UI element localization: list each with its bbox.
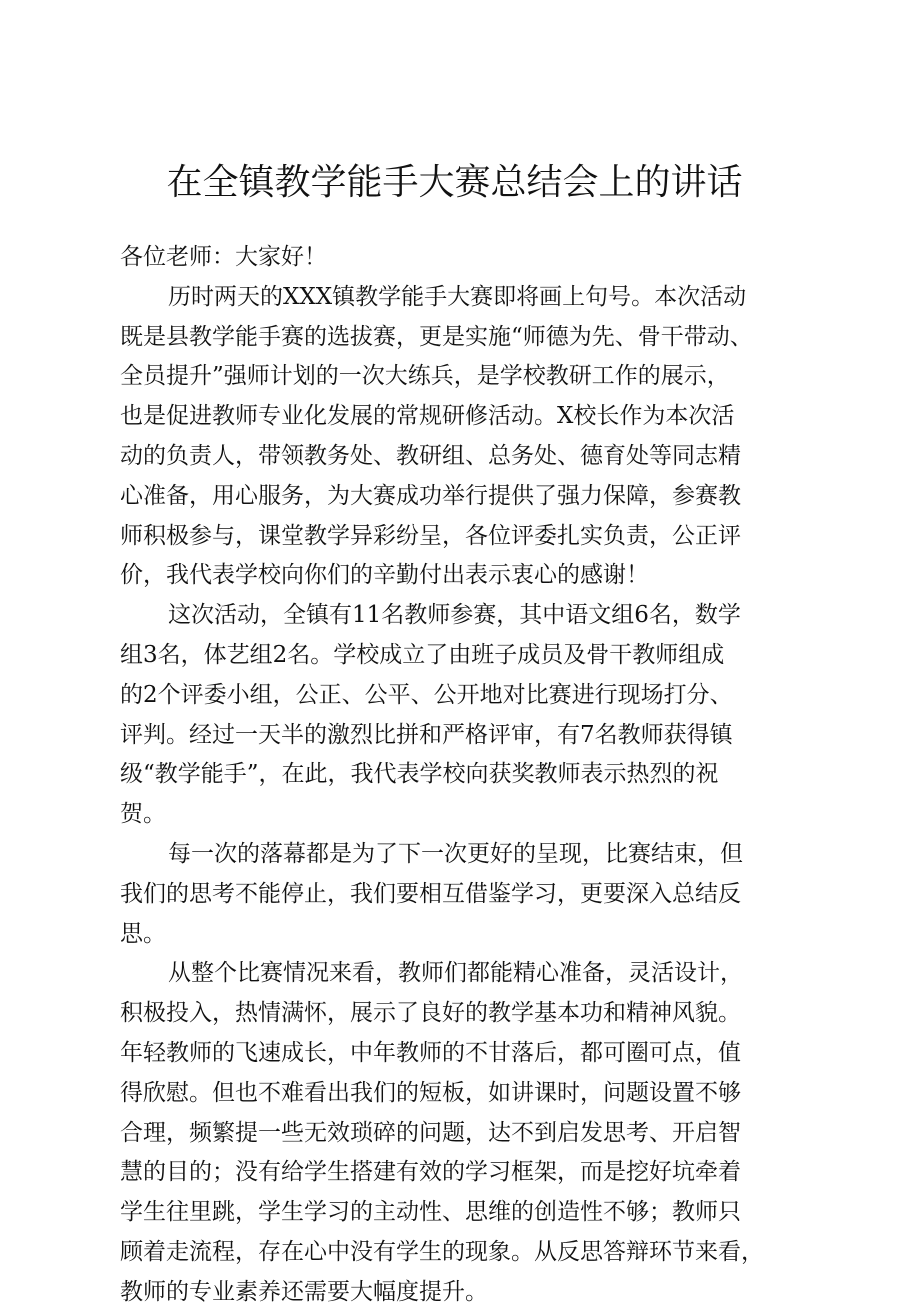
paragraph-line: 级“教学能手”，在此，我代表学校向获奖教师表示热烈的祝 bbox=[120, 761, 719, 788]
paragraph-line: 评判。经过一天半的激烈比拼和严格评审，有7名教师获得镇 bbox=[120, 721, 733, 748]
paragraph-line: 价，我代表学校向你们的辛勤付出表示衷心的感谢！ bbox=[120, 562, 649, 589]
paragraph-line: 动的负责人，带领教务处、教研组、总务处、德育处等同志精 bbox=[120, 442, 741, 469]
paragraph-line: 也是促进教师专业化发展的常规研修活动。X校长作为本次活 bbox=[120, 403, 735, 430]
paragraph-line: 贺。 bbox=[120, 801, 166, 828]
paragraph-line: 这次活动，全镇有11名教师参赛，其中语文组6名，数学 bbox=[168, 602, 741, 629]
document-body bbox=[120, 238, 810, 1313]
paragraph-line: 组3名，体艺组2名。学校成立了由班子成员及骨干教师组成 bbox=[120, 641, 725, 668]
paragraph-line: 合理，频繁提一些无效琐碎的问题，达不到启发思考、开启智 bbox=[120, 1119, 741, 1146]
paragraph-line: 既是县教学能手赛的选拔赛，更是实施“师德为先、骨干带动、 bbox=[120, 323, 753, 350]
paragraph-line: 顾着走流程，存在心中没有学生的现象。从反思答辩环节来看， bbox=[120, 1238, 764, 1265]
paragraph-line: 师积极参与，课堂教学异彩纷呈，各位评委扎实负责，公正评 bbox=[120, 522, 741, 549]
paragraph-line: 积极投入，热情满怀，展示了良好的教学基本功和精神风貌。 bbox=[120, 1000, 741, 1027]
paragraph-line: 年轻教师的飞速成长，中年教师的不甘落后，都可圈可点，值 bbox=[120, 1039, 741, 1066]
paragraph-line: 全员提升”强师计划的一次大练兵，是学校教研工作的展示， bbox=[120, 363, 730, 390]
salutation-line: 各位老师：大家好！ bbox=[120, 244, 327, 270]
paragraph-line: 慧的目的；没有给学生搭建有效的学习框架，而是挖好坑牵着 bbox=[120, 1159, 741, 1186]
paragraph-line: 心准备，用心服务，为大赛成功举行提供了强力保障，参赛教 bbox=[120, 482, 741, 509]
paragraph-line: 的2个评委小组，公正、公平、公开地对比赛进行现场打分、 bbox=[120, 681, 733, 708]
paragraph-line: 教师的专业素养还需要大幅度提升。 bbox=[120, 1278, 488, 1305]
paragraph-line: 每一次的落幕都是为了下一次更好的呈现，比赛结束，但 bbox=[168, 840, 743, 867]
document-title: 在全镇教学能手大赛总结会上的讲话 bbox=[166, 162, 743, 203]
paragraph-line: 思。 bbox=[120, 920, 166, 947]
paragraph-line: 历时两天的XXX镇教学能手大赛即将画上句号。本次活动 bbox=[168, 283, 747, 310]
paragraph-line: 我们的思考不能停止，我们要相互借鉴学习，更要深入总结反 bbox=[120, 880, 741, 907]
paragraph-line: 学生往里跳，学生学习的主动性、思维的创造性不够；教师只 bbox=[120, 1199, 741, 1226]
paragraph-line: 得欣慰。但也不难看出我们的短板，如讲课时，问题设置不够 bbox=[120, 1079, 741, 1106]
paragraph-line: 从整个比赛情况来看，教师们都能精心准备，灵活设计， bbox=[168, 960, 743, 987]
